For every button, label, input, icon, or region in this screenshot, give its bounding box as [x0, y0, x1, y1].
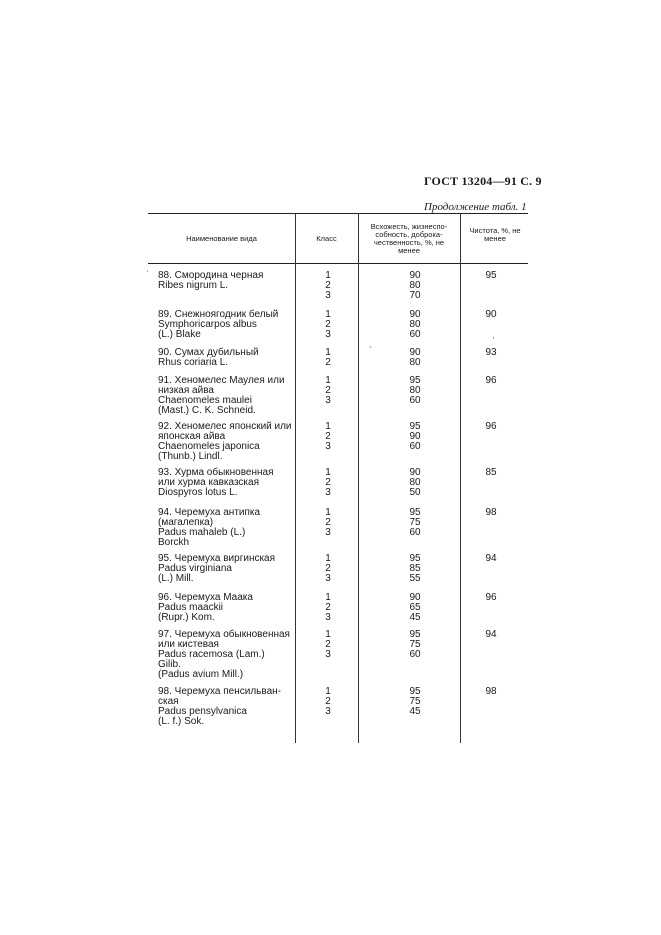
class-values [323, 310, 333, 340]
species-name-line: Chaenomeles japonica [158, 441, 260, 452]
species-name-line: ская [158, 696, 179, 707]
class-value: 3 [325, 395, 331, 406]
class-value: 2 [325, 563, 331, 574]
purity-value: 90 [485, 309, 497, 320]
purity-value: 94 [485, 629, 497, 640]
species-name [158, 687, 298, 727]
germination-value: 80 [409, 385, 421, 396]
germination-value: 80 [409, 319, 421, 330]
species-name-line: 89. Снежноягодник белый [158, 309, 279, 320]
species-name-line: 88. Смородина черная [158, 270, 264, 281]
germination-value: 60 [409, 441, 421, 452]
species-name-line: 96. Черемуха Маака [158, 592, 253, 603]
table-top-rule [148, 213, 528, 214]
class-value: 2 [325, 517, 331, 528]
class-value: 2 [325, 696, 331, 707]
class-value: 1 [325, 592, 331, 603]
class-value: 3 [325, 441, 331, 452]
class-value: 2 [325, 639, 331, 650]
column-header-purity: Чистота, %, не менее [469, 226, 521, 243]
class-value: 3 [325, 706, 331, 717]
species-name [158, 271, 298, 291]
species-name-line: Gilib. [158, 659, 181, 670]
germination-value: 90 [409, 347, 421, 358]
purity-value: 98 [485, 507, 497, 518]
class-values [323, 271, 333, 301]
germination-value: 95 [409, 686, 421, 697]
germination-values [405, 348, 425, 368]
purity-value: 98 [485, 686, 497, 697]
species-name-line: японская айва [158, 431, 226, 442]
species-name-line: Padus virginiana [158, 563, 232, 574]
species-name-line: 95. Черемуха виргинская [158, 553, 276, 564]
class-values [323, 348, 333, 368]
class-values [323, 468, 333, 498]
species-name-line: (L. f.) Sok. [158, 716, 205, 727]
class-value: 1 [325, 270, 331, 281]
germination-values [405, 468, 425, 498]
species-name-line: (Mast.) C. K. Schneid. [158, 405, 256, 416]
species-name-line: Padus racemosa (Lam.) [158, 649, 265, 660]
species-name [158, 376, 298, 416]
germination-value: 65 [409, 602, 421, 613]
class-values [323, 687, 333, 717]
class-value: 2 [325, 385, 331, 396]
germination-values [405, 554, 425, 584]
table-header-rule [148, 263, 528, 264]
species-name-line: 98. Черемуха пенсильван- [158, 686, 281, 697]
species-name-line: 91. Хеномелес Маулея или [158, 375, 285, 386]
class-values [323, 422, 333, 452]
class-value: 2 [325, 431, 331, 442]
class-value: 3 [325, 329, 331, 340]
germination-values [405, 508, 425, 538]
species-name-line: Padus maackii [158, 602, 224, 613]
germination-value: 95 [409, 375, 421, 386]
germination-value: 90 [409, 270, 421, 281]
species-name [158, 554, 298, 584]
class-value: 1 [325, 467, 331, 478]
class-value: 2 [325, 357, 331, 368]
germination-value: 90 [409, 309, 421, 320]
purity-value: 95 [485, 270, 497, 281]
class-values [323, 508, 333, 538]
column-header-germination: Всхожесть, жизнеспо-собность, доброка-чественность, %, не менее [370, 222, 448, 255]
species-name-line: 93. Хурма обыкновенная [158, 467, 274, 478]
germination-value: 95 [409, 629, 421, 640]
class-value: 1 [325, 347, 331, 358]
class-value: 2 [325, 602, 331, 613]
species-name-line: 92. Хеномелес японский или [158, 421, 292, 432]
class-value: 1 [325, 421, 331, 432]
column-divider [460, 213, 461, 743]
table-continuation-label: Продолжение табл. 1 [424, 201, 527, 213]
class-values [323, 376, 333, 406]
germination-value: 75 [409, 696, 421, 707]
class-value: 3 [325, 612, 331, 623]
germination-values [405, 630, 425, 660]
class-value: 3 [325, 290, 331, 301]
germination-value: 90 [409, 467, 421, 478]
page-header: ГОСТ 13204—91 С. 9 [424, 174, 542, 188]
species-name-line: (магалепка) [158, 517, 214, 528]
germination-value: 60 [409, 649, 421, 660]
species-name-line: Chaenomeles maulei [158, 395, 252, 406]
species-name [158, 630, 298, 680]
species-name [158, 593, 298, 623]
species-name-line: (L.) Blake [158, 329, 201, 340]
germination-value: 95 [409, 421, 421, 432]
species-name-line: 90. Сумах дубильный [158, 347, 259, 358]
germination-values [405, 271, 425, 301]
species-name-line: Rhus coriaria L. [158, 357, 229, 368]
column-header-class: Класс [316, 234, 337, 243]
purity-value: 94 [485, 553, 497, 564]
germination-value: 55 [409, 573, 421, 584]
germination-value: 80 [409, 477, 421, 488]
purity-value: 85 [485, 467, 497, 478]
class-value: 2 [325, 477, 331, 488]
germination-value: 80 [409, 357, 421, 368]
species-name-line: Symphoricarpos albus [158, 319, 257, 330]
purity-value: 93 [485, 347, 497, 358]
scan-mark: ˈ [146, 269, 149, 279]
species-name [158, 508, 298, 548]
germination-value: 50 [409, 487, 421, 498]
germination-values [405, 593, 425, 623]
seed-quality-table [148, 213, 528, 743]
species-name-line: (Padus avium Mill.) [158, 669, 244, 680]
class-value: 3 [325, 573, 331, 584]
column-header-name: Наименование вида [186, 234, 257, 243]
species-name-line: Padus pensylvanica [158, 706, 247, 717]
germination-value: 75 [409, 517, 421, 528]
species-name [158, 422, 298, 462]
class-value: 1 [325, 686, 331, 697]
germination-value: 75 [409, 639, 421, 650]
class-value: 3 [325, 527, 331, 538]
class-value: 2 [325, 319, 331, 330]
germination-value: 70 [409, 290, 421, 301]
class-value: 1 [325, 375, 331, 386]
germination-value: 95 [409, 507, 421, 518]
species-name-line: (Rupr.) Kom. [158, 612, 215, 623]
germination-values [405, 422, 425, 452]
germination-values [405, 376, 425, 406]
species-name-line: Diospyros lotus L. [158, 487, 238, 498]
germination-value: 60 [409, 329, 421, 340]
germination-value: 90 [409, 431, 421, 442]
species-name-line: Padus mahaleb (L.) [158, 527, 246, 538]
species-name [158, 310, 298, 340]
germination-value: 60 [409, 527, 421, 538]
scan-mark: · [492, 333, 495, 343]
class-value: 3 [325, 649, 331, 660]
germination-value: 90 [409, 592, 421, 603]
class-values [323, 593, 333, 623]
germination-value: 85 [409, 563, 421, 574]
germination-value: 60 [409, 395, 421, 406]
species-name-line: или кистевая [158, 639, 219, 650]
column-divider [358, 213, 359, 743]
class-value: 3 [325, 487, 331, 498]
class-value: 1 [325, 629, 331, 640]
class-value: 1 [325, 553, 331, 564]
germination-value: 45 [409, 612, 421, 623]
class-value: 1 [325, 507, 331, 518]
species-name [158, 348, 298, 368]
class-value: 1 [325, 309, 331, 320]
germination-value: 45 [409, 706, 421, 717]
scan-mark: ˋ [369, 345, 372, 355]
species-name [158, 468, 298, 498]
species-name-line: 97. Черемуха обыкновенная [158, 629, 290, 640]
species-name-line: (L.) Mill. [158, 573, 194, 584]
purity-value: 96 [485, 375, 497, 386]
species-name-line: Borckh [158, 537, 190, 548]
class-values [323, 554, 333, 584]
species-name-line: (Thunb.) Lindl. [158, 451, 223, 462]
germination-values [405, 310, 425, 340]
germination-value: 80 [409, 280, 421, 291]
purity-value: 96 [485, 421, 497, 432]
germination-value: 95 [409, 553, 421, 564]
germination-values [405, 687, 425, 717]
purity-value: 96 [485, 592, 497, 603]
species-name-line: Ribes nigrum L. [158, 280, 229, 291]
class-values [323, 630, 333, 660]
species-name-line: или хурма кавказская [158, 477, 260, 488]
species-name-line: 94. Черемуха антипка [158, 507, 261, 518]
species-name-line: низкая айва [158, 385, 214, 396]
class-value: 2 [325, 280, 331, 291]
